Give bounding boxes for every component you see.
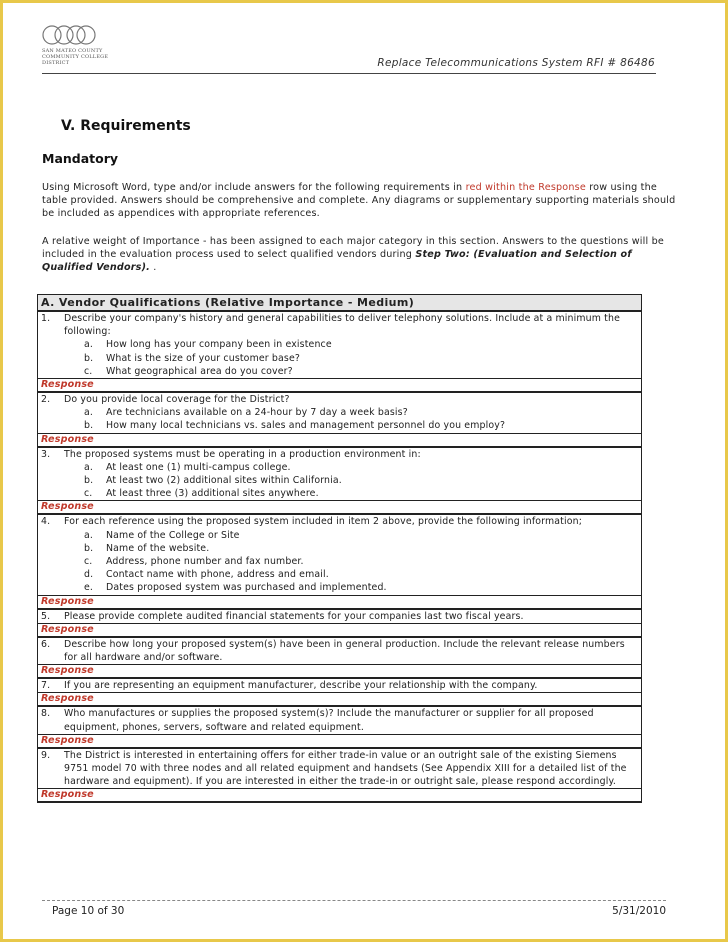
sub-question-letter: a. — [84, 339, 94, 351]
response-label[interactable]: Response — [38, 433, 642, 447]
sub-question-letter: a. — [84, 461, 94, 473]
sub-question-text: Address, phone number and fax number. — [106, 556, 304, 568]
instructions-paragraph — [42, 181, 682, 220]
question-text: If you are representing an equipment manufacturer, describe your relationship with the company. — [64, 680, 538, 692]
para1-text-end: row using the table provided. Answers should be comprehensive and complete. Any diagrams or supplementary supporting materials should be included as appendices with appropriate references. — [42, 182, 676, 219]
table-row — [38, 447, 642, 501]
response-label[interactable]: Response — [38, 623, 642, 637]
sub-question — [41, 406, 638, 419]
question-cell — [38, 748, 642, 789]
sub-question-text: Dates proposed system was purchased and implemented. — [106, 582, 387, 594]
question-text: The proposed systems must be operating in a production environment in: — [64, 448, 421, 460]
sub-question-text: What is the size of your customer base? — [106, 352, 300, 364]
sub-question-letter: a. — [84, 529, 94, 541]
question-text: Do you provide local coverage for the District? — [64, 394, 290, 406]
sub-question-letter: b. — [84, 420, 94, 432]
response-label[interactable]: Response — [38, 501, 642, 515]
sub-question-letter: c. — [84, 556, 93, 568]
para1-red-text: red within the Response — [465, 182, 586, 193]
sub-question-text: How long has your company been in existence — [106, 339, 332, 351]
question-number: 2. — [41, 394, 51, 406]
para2-text-end: . — [150, 262, 157, 273]
question-line — [41, 707, 638, 733]
question-number: 4. — [41, 516, 51, 528]
response-row[interactable] — [38, 433, 642, 447]
response-row[interactable] — [38, 501, 642, 515]
question-cell — [38, 637, 642, 665]
para2-text-start: A relative weight of Importance - has been assigned to each major category in this section. Answers to the questions will be included in the evaluation process used to select qualified vendors during — [42, 236, 664, 260]
sub-question-text: At least two (2) additional sites within California. — [106, 475, 342, 487]
district-logo — [42, 24, 132, 66]
response-row[interactable] — [38, 623, 642, 637]
sub-question-text: At least three (3) additional sites anywhere. — [106, 488, 319, 500]
response-row[interactable] — [38, 595, 642, 609]
header-divider — [42, 73, 656, 74]
logo-text — [42, 48, 132, 66]
sub-question — [41, 352, 638, 365]
para2-bold-text: Step Two: (Evaluation and Selection of Qualified Vendors). — [42, 249, 632, 273]
response-label[interactable]: Response — [38, 665, 642, 679]
sub-question-text: How many local technicians vs. sales and management personnel do you employ? — [106, 420, 506, 432]
question-cell — [38, 678, 642, 693]
footer-divider — [42, 900, 666, 901]
question-text: Describe how long your proposed system(s) have been in general production. Include the relevant release numbers for all hardware and/or software. — [64, 638, 625, 664]
response-label[interactable]: Response — [38, 734, 642, 748]
question-number: 9. — [41, 749, 51, 761]
response-label[interactable]: Response — [38, 693, 642, 707]
question-line — [41, 679, 638, 692]
question-cell — [38, 392, 642, 433]
sub-question — [41, 542, 638, 555]
sub-question-letter: b. — [84, 542, 94, 554]
response-row[interactable] — [38, 734, 642, 748]
para1-text-start: Using Microsoft Word, type and/or include answers for the following requirements in — [42, 182, 466, 193]
sub-question-text: Are technicians available on a 24-hour by 7 day a week basis? — [106, 407, 408, 419]
sub-question — [41, 474, 638, 487]
question-line — [41, 448, 638, 461]
sub-question-letter: c. — [84, 488, 93, 500]
weighting-paragraph — [42, 235, 682, 274]
sub-question — [41, 338, 638, 351]
question-cell — [38, 609, 642, 624]
question-line — [41, 638, 638, 664]
table-row — [38, 748, 642, 789]
response-label[interactable]: Response — [38, 595, 642, 609]
table-row — [38, 392, 642, 433]
sub-question — [41, 487, 638, 500]
question-number: 1. — [41, 313, 51, 324]
sub-question-letter: a. — [84, 407, 94, 419]
table-row — [38, 706, 642, 734]
sub-question — [41, 365, 638, 378]
question-number: 7. — [41, 680, 51, 692]
question-line — [41, 393, 638, 406]
table-row — [38, 678, 642, 693]
question-cell — [38, 311, 642, 379]
document-date: 5/31/2010 — [612, 905, 666, 917]
question-cell — [38, 514, 642, 595]
sub-question-text: At least one (1) multi-campus college. — [106, 461, 291, 473]
logo-text-line-1: SAN MATEO COUNTY — [42, 48, 103, 54]
response-row[interactable] — [38, 693, 642, 707]
sub-question-letter: e. — [84, 582, 94, 594]
sub-question — [41, 568, 638, 581]
rings-icon — [42, 24, 96, 46]
sub-heading: Mandatory — [42, 151, 119, 166]
sub-question-text: What geographical area do you cover? — [106, 365, 293, 377]
sub-question-letter: d. — [84, 569, 94, 581]
sub-question-letter: c. — [84, 365, 93, 377]
sub-question-letter: b. — [84, 475, 94, 487]
question-text: For each reference using the proposed system included in item 2 above, provide the following information; — [64, 516, 583, 528]
sub-question — [41, 555, 638, 568]
sub-question — [41, 461, 638, 474]
table-heading: A. Vendor Qualifications (Relative Importance - Medium) — [38, 295, 642, 312]
question-cell — [38, 706, 642, 734]
sub-question — [41, 581, 638, 594]
sub-question-text: Name of the College or Site — [106, 529, 240, 541]
question-number: 8. — [41, 708, 51, 720]
sub-question — [41, 529, 638, 542]
question-number: 6. — [41, 638, 51, 650]
table-row — [38, 514, 642, 595]
section-heading: V. Requirements — [61, 118, 191, 134]
sub-question-text: Name of the website. — [106, 542, 210, 554]
table-row — [38, 637, 642, 665]
response-label[interactable]: Response — [38, 379, 642, 393]
question-text: Please provide complete audited financial statements for your companies last two fiscal years. — [64, 610, 524, 622]
question-line — [41, 312, 638, 338]
question-text: The District is interested in entertaining offers for either trade-in value or an outright sale of the existing Siemens 9751 model 70 with three nodes and all related equipment and handsets (See Appendix XIII for a detailed list of the hardware and equipment). If you are interested in either the trade-in or outright sale, please respond accordingly. — [64, 749, 627, 788]
sub-question-letter: b. — [84, 352, 94, 364]
requirements-table — [37, 294, 642, 803]
table-row — [38, 609, 642, 624]
sub-question-text: Contact name with phone, address and email. — [106, 569, 329, 581]
question-text: Who manufactures or supplies the proposed system(s)? Include the manufacturer or supplier for all proposed equipment, phones, servers, software and related equipment. — [64, 708, 594, 733]
page-number: Page 10 of 30 — [52, 905, 125, 917]
question-number: 5. — [41, 610, 51, 622]
response-row[interactable] — [38, 789, 642, 803]
question-cell — [38, 447, 642, 501]
question-text: Describe your company's history and general capabilities to deliver telephony solutions. Include at a minimum the following: — [64, 313, 621, 338]
document-title: Replace Telecommunications System RFI # 86486 — [377, 57, 655, 69]
question-line — [41, 610, 638, 623]
table-row — [38, 311, 642, 379]
response-row[interactable] — [38, 665, 642, 679]
response-label[interactable]: Response — [38, 789, 642, 803]
question-number: 3. — [41, 448, 51, 460]
question-line — [41, 749, 638, 789]
logo-text-line-2: COMMUNITY COLLEGE DISTRICT — [42, 54, 109, 66]
question-line — [41, 515, 638, 528]
response-row[interactable] — [38, 379, 642, 393]
sub-question — [41, 419, 638, 432]
table-heading-row — [38, 295, 642, 312]
